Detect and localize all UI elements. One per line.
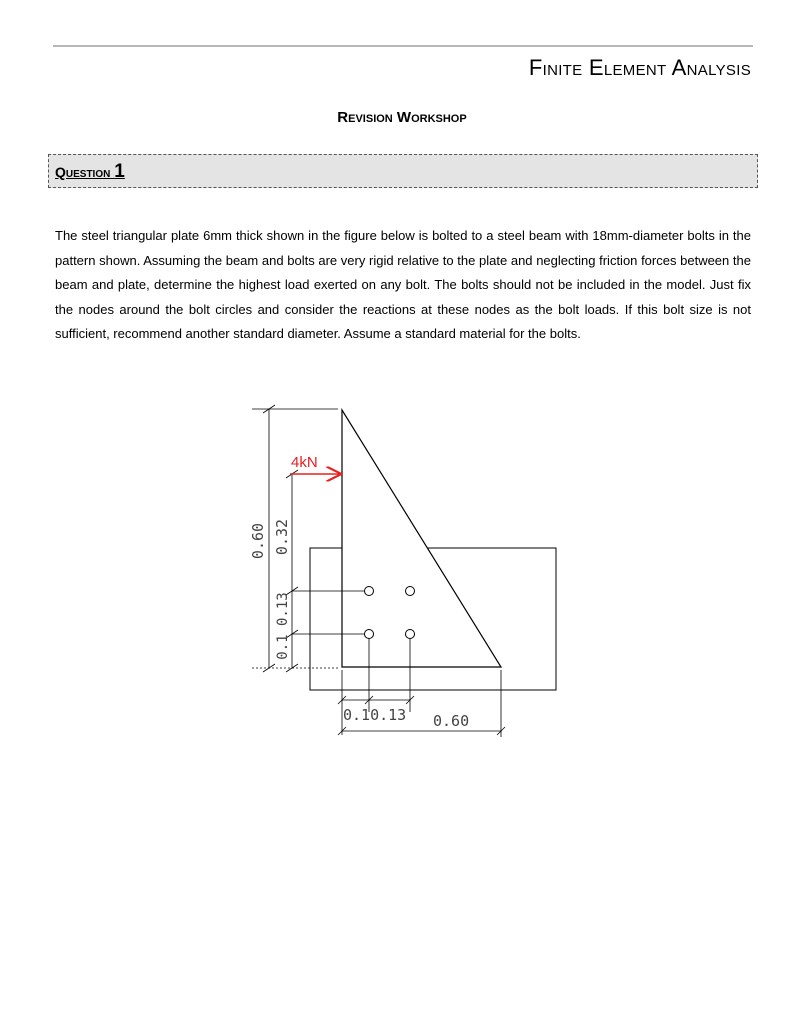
question-label: Question xyxy=(55,164,111,180)
load-label: 4kN xyxy=(291,454,318,471)
question-heading-box xyxy=(48,154,758,188)
question-number: 1 xyxy=(114,161,125,182)
bolt-hole xyxy=(406,630,415,639)
dim-bolt-vertical: 0.1 0.13 xyxy=(275,592,291,660)
header-rule xyxy=(53,45,753,47)
dim-load-height: 0.32 xyxy=(273,518,291,556)
dim-total-height: 0.60 xyxy=(249,522,267,560)
bolt-hole xyxy=(365,630,374,639)
dim-total-width: 0.60 xyxy=(433,712,470,730)
document-title: Finite Element Analysis xyxy=(528,55,751,80)
dim-bolt-horizontal: 0.10.13 xyxy=(343,706,407,724)
question-text: The steel triangular plate 6mm thick shown in the figure below is bolted to a steel beam with 18mm-diameter bolts in the pattern shown. Assuming the beam and bolts are very rigid relative to the plate and neglecting friction forces between the beam and plate, determine the highest load exerted on any bolt. The bolts should not be included in the model. Just fix the nodes around the bolt circles and consider the reactions at these nodes as the bolt loads. If this bolt size is not sufficient, recommend another standard diameter. Assume a standard material for the bolts. xyxy=(55,228,751,341)
triangular-plate xyxy=(342,410,501,667)
bolt-hole xyxy=(406,587,415,596)
document-subtitle: Revision Workshop xyxy=(337,109,467,126)
plate-figure xyxy=(230,400,570,745)
question-heading xyxy=(55,161,125,183)
bolt-hole xyxy=(365,587,374,596)
